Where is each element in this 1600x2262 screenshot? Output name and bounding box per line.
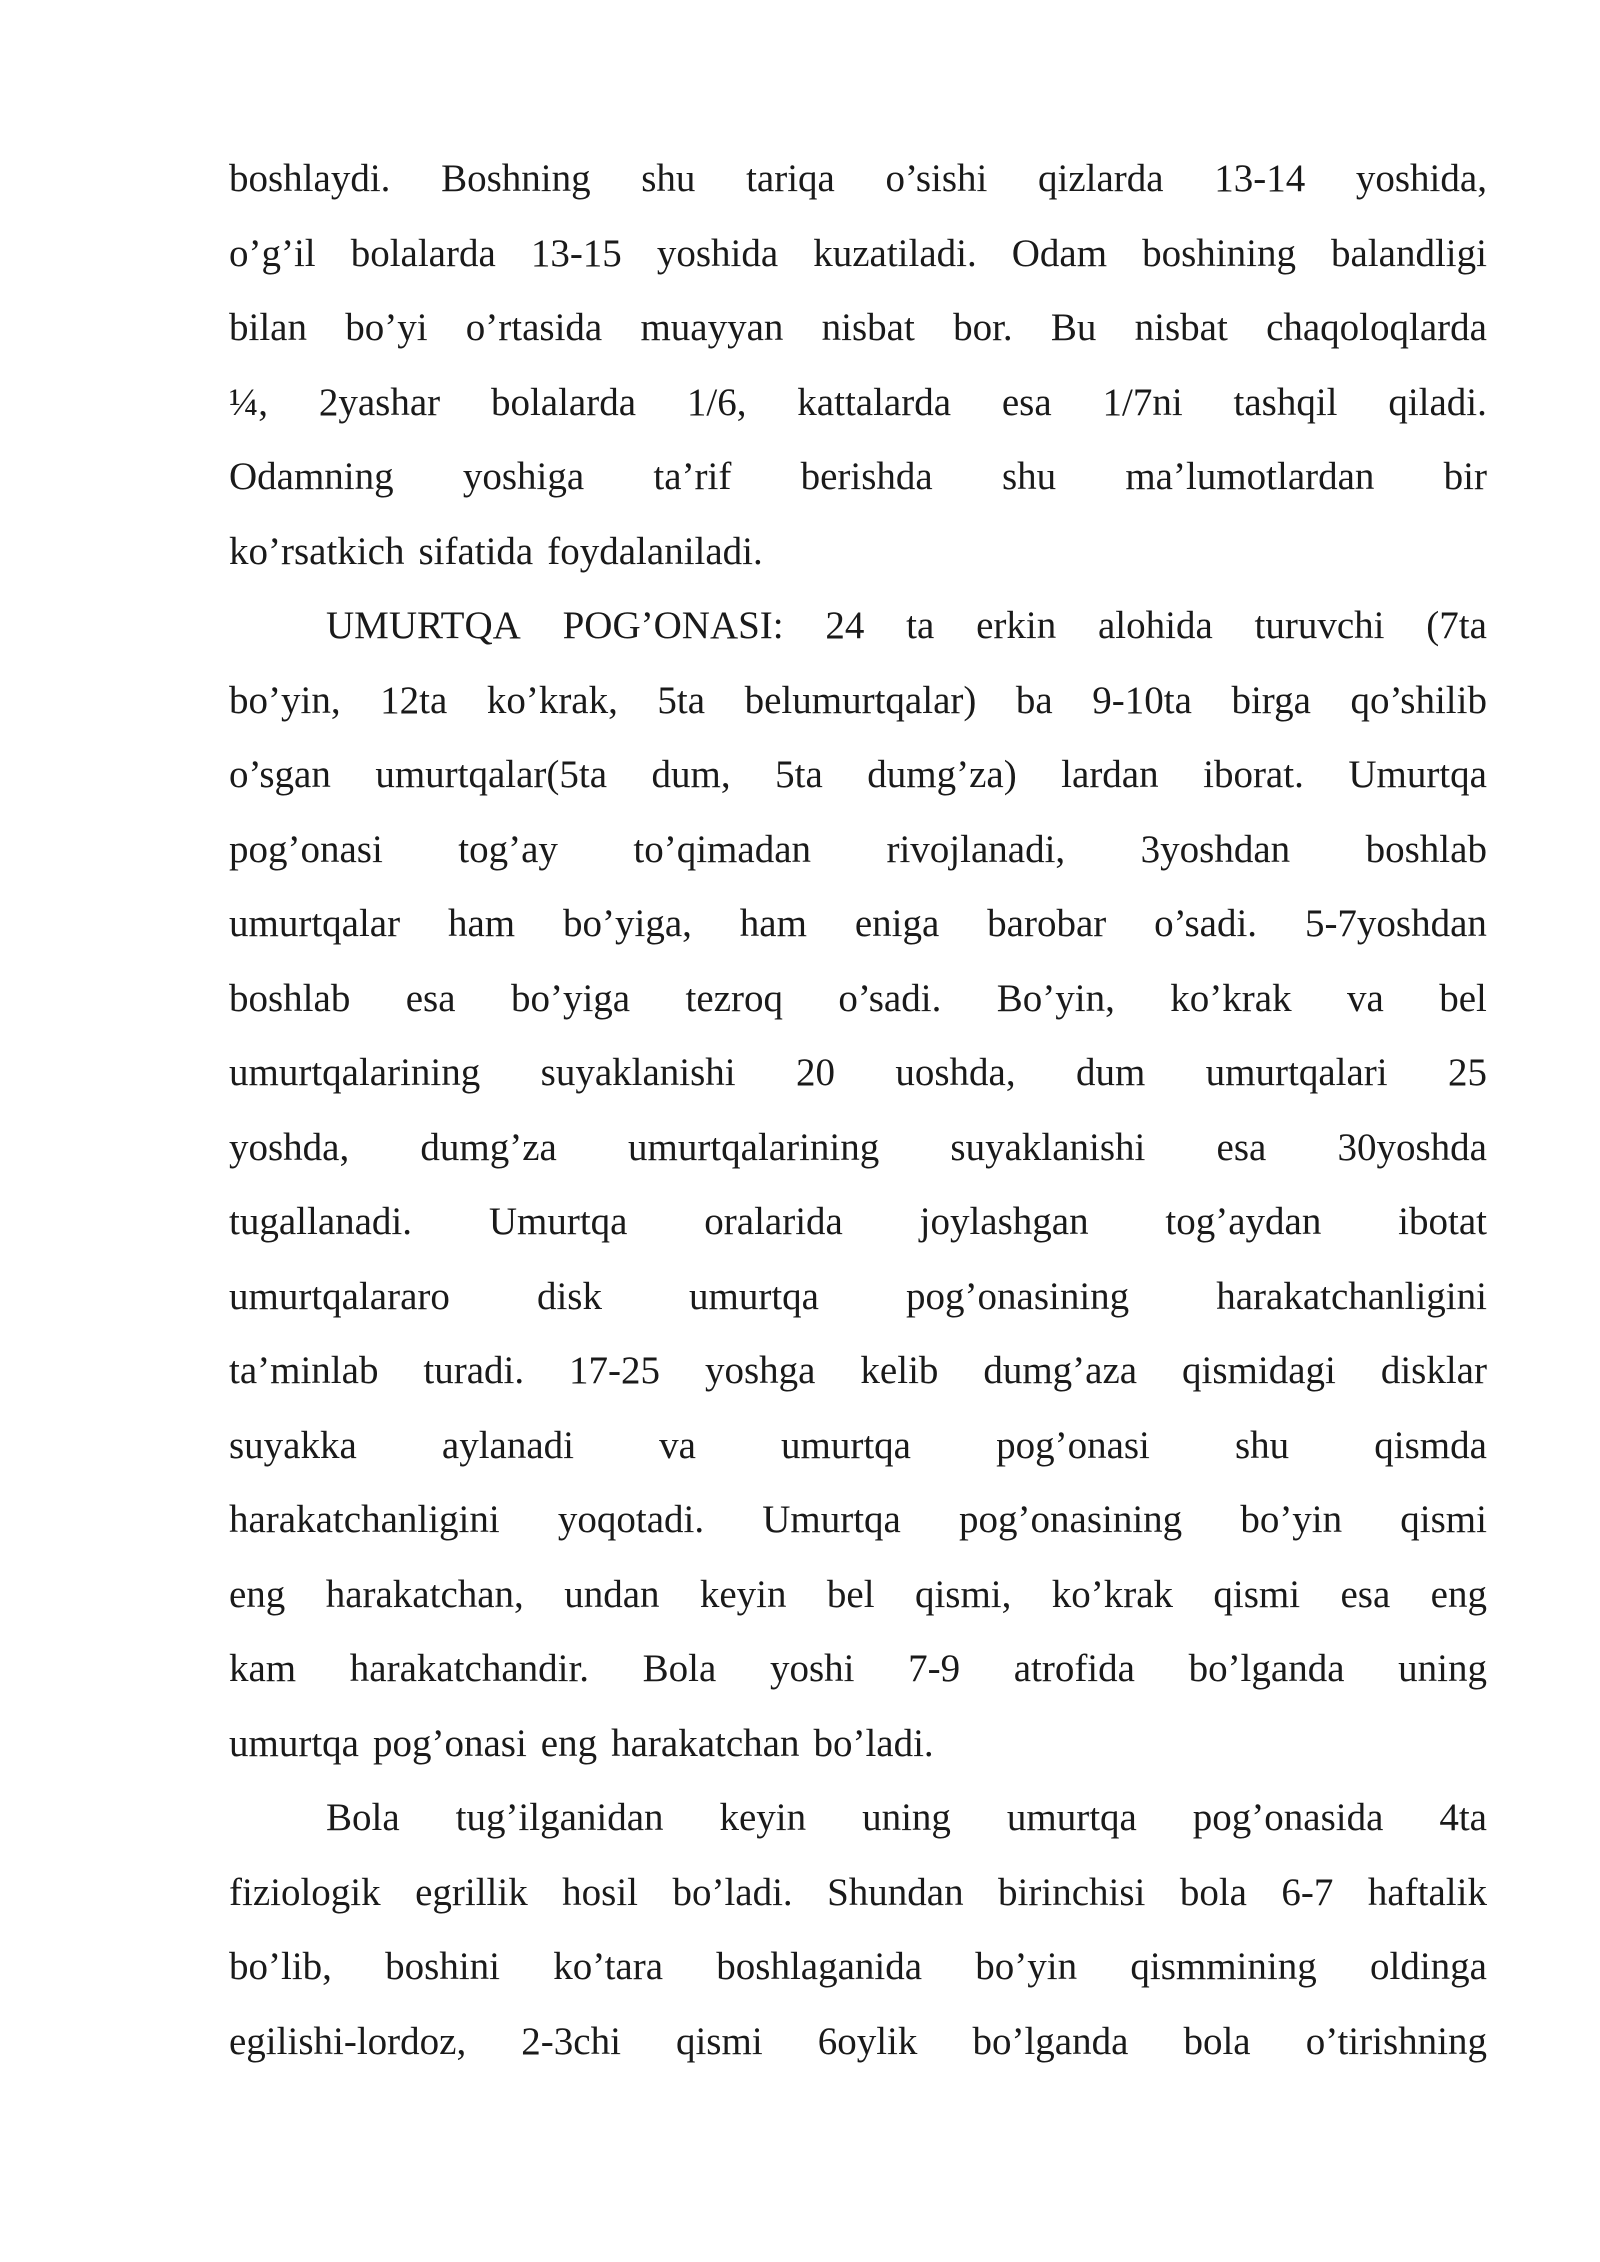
word: umurtqa [1006, 1796, 1137, 1839]
word: Bola [642, 1647, 717, 1690]
word: oralarida [704, 1200, 843, 1243]
word: qismmining [1130, 1945, 1317, 1988]
word: 6oylik [817, 2019, 918, 2063]
word: undan [564, 1572, 660, 1616]
word: eng [229, 1572, 286, 1616]
word: (7ta [1426, 604, 1487, 647]
text-line [229, 670, 1487, 745]
word: bolalarda [490, 380, 637, 424]
text-line [229, 1564, 1487, 1639]
word: rivojlanadi, [886, 827, 1066, 871]
word: pog’onasi [229, 827, 383, 871]
word: bola [1183, 2019, 1251, 2063]
word: harakatchan, [325, 1572, 524, 1616]
word: turadi. [423, 1349, 525, 1392]
text-line [229, 1340, 1487, 1415]
word: bo’lib, [229, 1945, 332, 1988]
word: aylanadi [441, 1423, 575, 1467]
word: qismi [1400, 1498, 1487, 1541]
text-line [229, 1117, 1487, 1192]
word: pog’onasi [996, 1423, 1150, 1467]
word: Bo’yin, [996, 976, 1115, 1020]
word: hosil [562, 1870, 639, 1914]
word: umurtqalarining [627, 1125, 880, 1169]
word: qismi [1213, 1572, 1301, 1616]
word: ta’rif [653, 455, 732, 498]
word: ham [447, 902, 516, 945]
word: belumurtqalar) [744, 678, 977, 722]
text-line [229, 1266, 1487, 1341]
word: ko’tara [553, 1945, 664, 1988]
word: harakatchandir. [349, 1647, 590, 1690]
word: esa [1001, 380, 1052, 424]
word: keyin [699, 1572, 787, 1616]
word: bel [826, 1572, 875, 1616]
word: atrofida [1013, 1647, 1135, 1690]
word: dum [1075, 1051, 1146, 1094]
word: umurtqa [229, 1721, 359, 1765]
word: va [1347, 976, 1384, 1020]
word: bo’yin [975, 1945, 1078, 1988]
word: dum, [651, 753, 731, 796]
word: boshini [385, 1945, 501, 1988]
text-line [229, 223, 1487, 298]
word: o’rtasida [465, 306, 603, 349]
text-line [229, 297, 1487, 372]
word: bo’ladi. [672, 1870, 793, 1914]
word: o’tirishning [1305, 2019, 1487, 2063]
word: Shundan [827, 1870, 964, 1914]
text-line [229, 2011, 1487, 2086]
text-line [229, 744, 1487, 819]
word: bo’yiga, [563, 902, 692, 945]
word: tugallanadi. [229, 1200, 413, 1243]
word: Boshning [441, 157, 591, 200]
text-line [229, 1936, 1487, 2011]
word: yoqotadi. [557, 1498, 705, 1541]
word: 17-25 [569, 1349, 661, 1392]
text-line [229, 1787, 1487, 1862]
word: uning [1398, 1647, 1487, 1690]
word: yoshga [704, 1349, 816, 1392]
word: umurtqalar(5ta [375, 753, 608, 796]
word: dumg’za) [867, 753, 1017, 796]
word: esa [1216, 1125, 1267, 1169]
text-line [229, 521, 1487, 596]
word: oldinga [1369, 1945, 1487, 1988]
text-line [229, 968, 1487, 1043]
text-line [229, 148, 1487, 223]
word: boshlab [229, 976, 351, 1020]
word: chaqoloqlarda [1266, 306, 1487, 349]
word: yoshda, [229, 1125, 350, 1169]
word: qismidagi [1182, 1349, 1336, 1392]
text-line [229, 893, 1487, 968]
word: ko’krak [1170, 976, 1292, 1020]
word: umurtqalararo [229, 1274, 450, 1318]
word: 2-3chi [521, 2019, 621, 2063]
word: ta [906, 604, 935, 647]
word: o’sadi. [1154, 902, 1258, 945]
word: egrillik [415, 1870, 528, 1914]
text-line [229, 1713, 1487, 1788]
word: yoshida [656, 231, 779, 275]
word: umurtqalarining [229, 1051, 481, 1094]
word: esa [1340, 1572, 1391, 1616]
word: tashqil [1233, 380, 1338, 424]
word: 2yashar [318, 380, 441, 424]
word: tog’aydan [1165, 1200, 1322, 1243]
word: ta’minlab [229, 1349, 379, 1392]
word: harakatchan [611, 1721, 800, 1765]
word: esa [405, 976, 456, 1020]
word: Odamning [229, 455, 394, 498]
word: kelib [860, 1349, 939, 1392]
word: umurtqalari [1205, 1051, 1388, 1094]
text-line [229, 1489, 1487, 1564]
word: 1/6, [686, 380, 747, 424]
text-line [229, 1862, 1487, 1937]
word: kam [229, 1647, 297, 1690]
word: tezroq [685, 976, 783, 1020]
word: muayyan [640, 306, 784, 349]
word: boshlab [1365, 827, 1487, 871]
word: to’qimadan [633, 827, 812, 871]
word: qismda [1374, 1423, 1487, 1467]
word: Umurtqa [762, 1498, 901, 1541]
word: shu [641, 157, 696, 200]
word: umurtqalar [229, 902, 401, 945]
word: tug’ilganidan [455, 1796, 664, 1839]
text-line [229, 446, 1487, 521]
word: harakatchanligini [229, 1498, 500, 1541]
word: yoshiga [462, 455, 585, 498]
word: 20 [795, 1051, 835, 1094]
word: egilishi-lordoz, [229, 2019, 467, 2063]
word: qiladi. [1388, 380, 1487, 424]
text-line [229, 1415, 1487, 1490]
word: bo’ladi. [813, 1721, 934, 1765]
word: yoshi [769, 1647, 855, 1690]
word: tog’ay [458, 827, 558, 871]
word: 1/7ni [1102, 380, 1183, 424]
word: Bola [326, 1796, 400, 1839]
word: Umurtqa [488, 1200, 628, 1243]
text-line [229, 1042, 1487, 1117]
word: nisbat [821, 306, 915, 349]
word: eng [540, 1721, 598, 1765]
word: bo’yi [345, 306, 428, 349]
word: POG’ONASI: [562, 604, 784, 647]
word: ko’rsatkich [229, 529, 405, 573]
word: 5ta [775, 753, 823, 796]
word: umurtqa [689, 1274, 819, 1318]
word: disklar [1380, 1349, 1487, 1392]
word: 5ta [657, 678, 706, 722]
word: Umurtqa [1348, 753, 1487, 796]
word: ibotat [1398, 1200, 1487, 1243]
word: 12ta [380, 678, 448, 722]
word: 13-14 [1214, 157, 1306, 200]
document-body [229, 148, 1487, 2085]
word: 25 [1447, 1051, 1487, 1094]
word: 7-9 [908, 1647, 961, 1690]
word: o’sishi [885, 157, 988, 200]
word: iborat. [1203, 753, 1304, 796]
word: keyin [719, 1796, 807, 1839]
word: o’sadi. [838, 976, 942, 1020]
word: 5-7yoshdan [1304, 902, 1487, 945]
word: bo’lganda [1188, 1647, 1345, 1690]
word: Bu [1050, 306, 1097, 349]
text-line [229, 595, 1487, 670]
word: pog’onasi [372, 1721, 527, 1765]
word: suyaklanishi [950, 1125, 1146, 1169]
word: o’g’il [229, 231, 316, 275]
word: kattalarda [797, 380, 952, 424]
word: 13-15 [530, 231, 622, 275]
word: bir [1443, 455, 1487, 498]
word: qizlarda [1038, 157, 1164, 200]
word: bo’yiga [510, 976, 631, 1020]
word: ma’lumotlardan [1125, 455, 1375, 498]
word: ham [739, 902, 807, 945]
word: dumg’za [420, 1125, 557, 1169]
word: UMURTQA [326, 604, 521, 647]
word: kuzatiladi. [813, 231, 977, 275]
word: bola [1179, 1870, 1247, 1914]
text-line [229, 372, 1487, 447]
word: fiziologik [229, 1870, 381, 1914]
word: 24 [825, 604, 865, 647]
word: Odam [1011, 231, 1108, 275]
word: boshining [1142, 231, 1296, 275]
word: suyakka [229, 1423, 357, 1467]
word: eniga [854, 902, 940, 945]
word: birga [1231, 678, 1311, 722]
word: va [659, 1423, 696, 1467]
text-line [229, 819, 1487, 894]
word: boshlaganida [716, 1945, 923, 1988]
word: ba [1015, 678, 1053, 722]
word: tariqa [746, 157, 835, 200]
word: 6-7 [1281, 1870, 1334, 1914]
text-line [229, 1191, 1487, 1266]
word: balandligi [1331, 231, 1487, 275]
word: bolalarda [350, 231, 496, 275]
word: dumg’aza [983, 1349, 1138, 1392]
word: bo’lganda [972, 2019, 1129, 2063]
word: 3yoshdan [1140, 827, 1291, 871]
word: sifatida [418, 529, 534, 573]
word: yoshida, [1355, 157, 1487, 200]
word: qismi [675, 2019, 763, 2063]
word: boshlaydi. [229, 157, 391, 200]
word: birinchisi [998, 1870, 1146, 1914]
word: harakatchanligini [1216, 1274, 1487, 1318]
word: bilan [229, 306, 307, 349]
word: bo’yin, [229, 678, 341, 722]
word: o’sgan [229, 753, 331, 796]
word: qismi, [914, 1572, 1012, 1616]
word: ¼, [229, 380, 268, 424]
word: erkin [976, 604, 1057, 647]
word: lardan [1061, 753, 1159, 796]
word: disk [536, 1274, 602, 1318]
word: alohida [1097, 604, 1213, 647]
word: 30yoshda [1337, 1125, 1487, 1169]
word: foydalaniladi. [547, 529, 763, 573]
word: joylashgan [919, 1200, 1089, 1243]
word: berishda [800, 455, 933, 498]
word: nisbat [1134, 306, 1228, 349]
word: uoshda, [895, 1051, 1016, 1094]
word: barobar [987, 902, 1107, 945]
word: bo’yin [1240, 1498, 1343, 1541]
word: ko’krak [1051, 1572, 1174, 1616]
document-page [229, 148, 1487, 2085]
text-line [229, 1638, 1487, 1713]
word: suyaklanishi [540, 1051, 736, 1094]
word: bor. [953, 306, 1013, 349]
word: shu [1234, 1423, 1290, 1467]
word: 9-10ta [1092, 678, 1192, 722]
word: turuvchi [1254, 604, 1385, 647]
word: pog’onasining [959, 1498, 1183, 1541]
word: eng [1430, 1572, 1487, 1616]
word: uning [862, 1796, 951, 1839]
word: shu [1001, 455, 1057, 498]
word: umurtqa [781, 1423, 911, 1467]
word: ko’krak, [486, 678, 618, 722]
word: pog’onasining [906, 1274, 1130, 1318]
word: qo’shilib [1350, 678, 1487, 722]
word: bel [1439, 976, 1487, 1020]
word: 4ta [1439, 1796, 1487, 1839]
word: pog’onasida [1192, 1796, 1384, 1839]
word: haftalik [1367, 1870, 1487, 1914]
